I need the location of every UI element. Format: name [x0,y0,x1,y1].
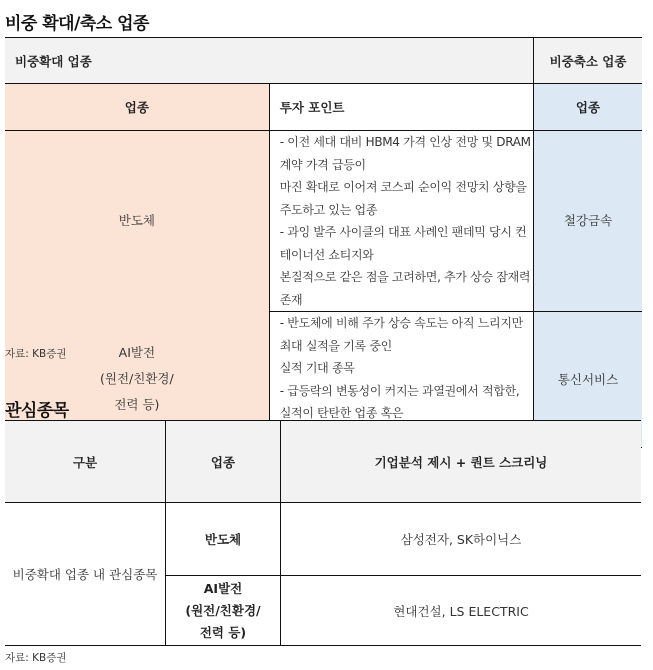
table-header-row [5,421,641,503]
overweight-header: 비중확대 업종 [5,38,534,84]
table-subheader-row [5,84,642,131]
underweight-sector-column-header: 업종 [534,84,643,131]
sector-line: AI발전 [118,345,156,361]
sector-cell [166,576,281,646]
category-column-header: 구분 [5,421,166,503]
investment-points-cell [269,131,533,312]
category-cell: 비중확대 업종 내 관심종목 [5,503,166,646]
source-note: 자료: KB증권 [5,652,67,664]
table-row [5,503,641,576]
point-line: 마진 확대로 이어져 코스피 순이익 전망치 상향을 주도하고 있는 업종 [279,180,527,217]
underweight-header: 비중축소 업종 [534,38,643,84]
point-line: - 급등락의 변동성이 커지는 과열권에서 적합한, 실적이 탄탄한 업종 혹은 [279,383,520,420]
table-row [5,131,642,312]
sector-line: (원전/친환경/ [100,371,174,387]
point-line: 본질적으로 같은 점을 고려하면, 추가 상승 잠재력 존재 [279,270,531,307]
stocks-cell: 현대건설, LS ELECTRIC [393,603,529,619]
section-title-weight-adjust: 비중 확대/축소 업종 [5,14,149,34]
sector-line: 전력 등) [199,624,247,640]
sector-line: (원전/친환경/ [185,602,261,618]
sector-cell: 반도체 [5,131,269,312]
section-title-watchlist: 관심종목 [5,401,69,421]
sector-cell: 반도체 [166,503,281,576]
sector-line: 전력 등) [114,397,160,413]
underweight-sector-cell: 통신서비스 [534,312,643,448]
table-header-row [5,38,642,84]
point-line: - 과잉 발주 사이클의 대표 사례인 팬데믹 당시 컨테이너선 쇼티지와 [279,225,527,262]
method-column-header: 기업분석 제시 + 퀀트 스크리닝 [281,421,642,503]
point-line: - 반도체에 비해 주가 상승 속도는 아직 느리지만 최대 실적을 기록 중인 [279,316,523,353]
underweight-sector-cell: 철강금속 [534,131,643,312]
sector-line: AI발전 [203,580,243,596]
sector-column-header: 업종 [5,84,269,131]
investment-point-column-header: 투자 포인트 [269,84,533,131]
sector-column-header: 업종 [166,421,281,503]
sector-weight-table [5,37,642,448]
watchlist-table [5,420,641,646]
stocks-cell: 삼성전자, SK하이닉스 [281,503,642,576]
point-line: 실적 기대 종목 [279,361,355,375]
point-line: - 이전 세대 대비 HBM4 가격 인상 전망 및 DRAM 계약 가격 급등이 [279,135,531,172]
source-note: 자료: KB증권 [5,348,67,360]
